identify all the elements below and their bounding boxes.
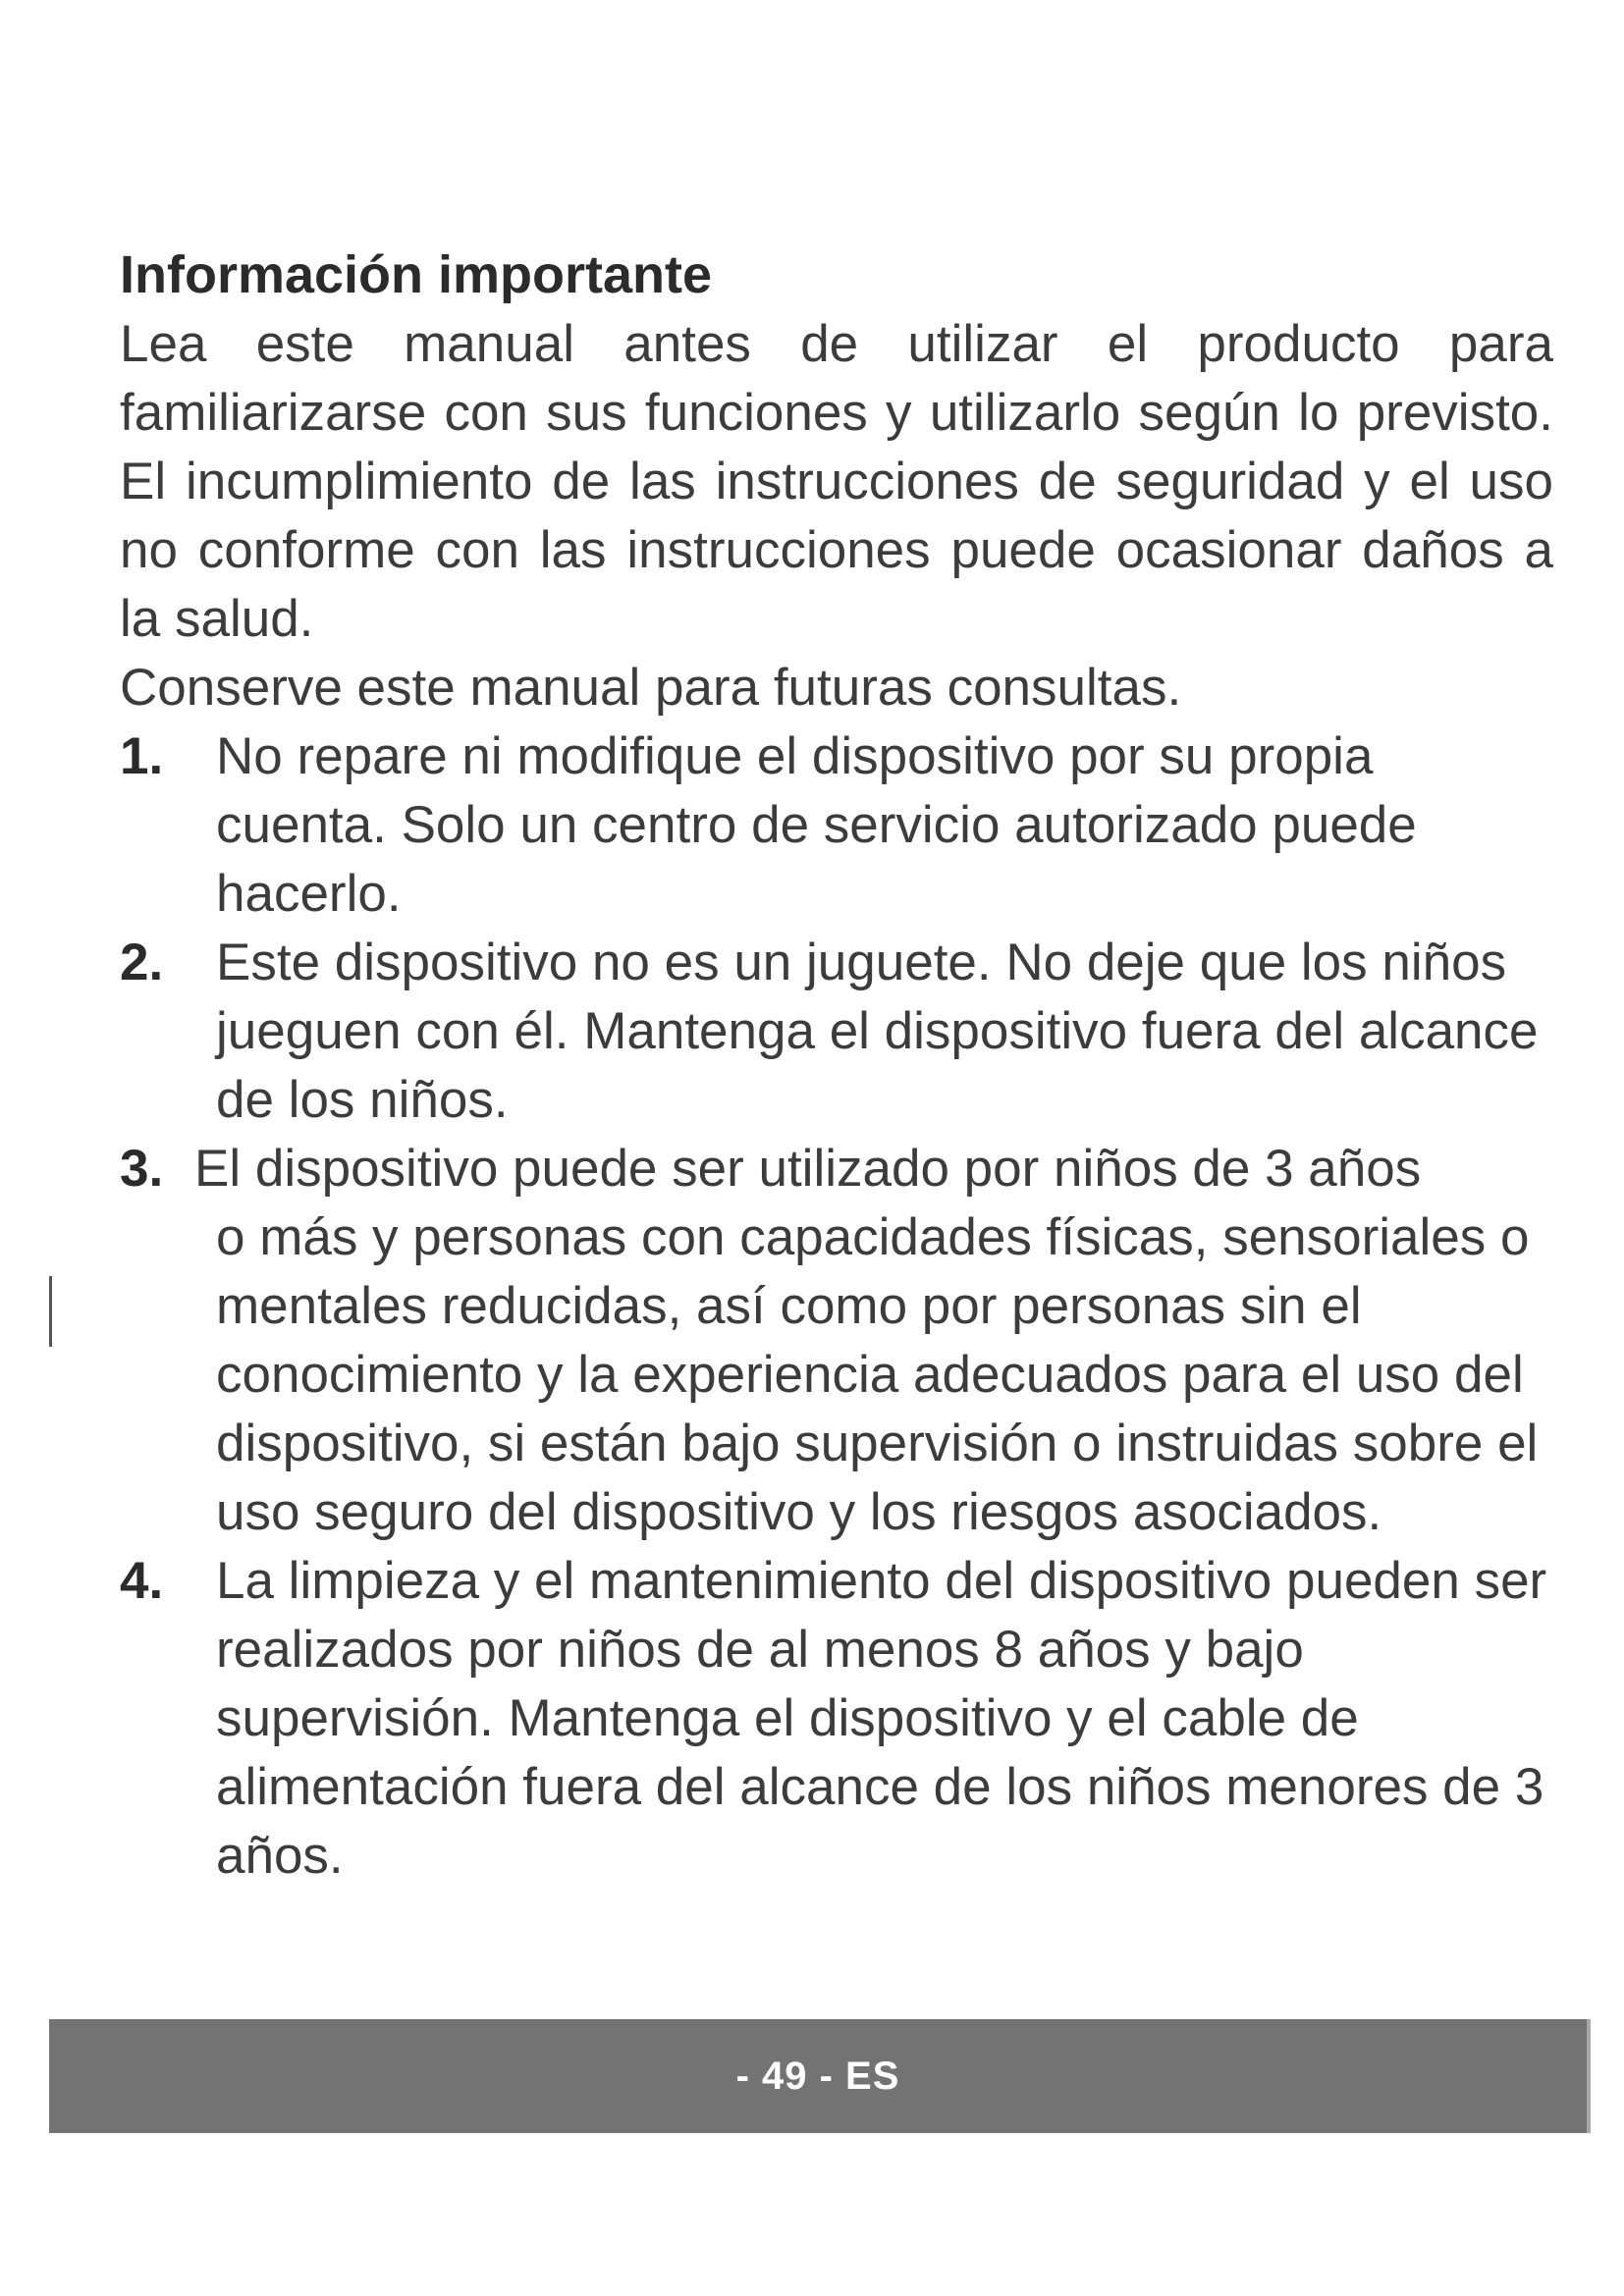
list-item [120,1547,1553,1891]
page-number: - 49 - ES [735,2054,900,2098]
keep-manual-note: Conserve este manual para futuras consultas. [120,659,1182,717]
safety-list [120,722,1553,1891]
section-heading: Información importante [120,245,713,304]
item-text: No repare ni modifique el dispositivo por su propia cuenta. Solo un centro de servicio autorizado puede hacerlo. [216,727,1417,923]
item-number: 1. [120,727,164,785]
list-item [120,722,1553,929]
item-text [194,1135,1553,1547]
intro-paragraph: Lea este manual antes de utilizar el producto para familiarizarse con sus funciones y utilizarlo según lo previsto. El incumplimiento de las instrucciones de seguridad y el uso no conforme con las instrucciones puede ocasionar daños a la salud. [120,315,1553,648]
item-text-first-line: El dispositivo puede ser utilizado por niños de 3 años [194,1140,1422,1198]
margin-change-bar [49,1276,52,1347]
page-footer-bar [49,2019,1587,2133]
list-item [120,1135,1553,1547]
item-text: La limpieza y el mantenimiento del dispositivo pueden ser realizados por niños de al menos 8 años y bajo supervisión. Mantenga el dispositivo y el cable de alimentación fuera del alcance de los niños menores de 3 años. [216,1552,1547,1885]
item-text-continuation: o más y personas con capacidades físicas, sensoriales o mentales reducidas, así como por personas sin el conocimiento y la experiencia adecuados para el uso del dispositivo, si están bajo supervisión o instruidas sobre el uso seguro del dispositivo y los riesgos asociados. [216,1208,1539,1541]
page-content [120,240,1553,1891]
item-number: 4. [120,1552,164,1610]
list-item [120,929,1553,1135]
item-number: 2. [120,934,164,991]
item-text: Este dispositivo no es un juguete. No deje que los niños jueguen con él. Mantenga el dispositivo fuera del alcance de los niños. [216,934,1539,1129]
item-number: 3. [120,1140,164,1198]
